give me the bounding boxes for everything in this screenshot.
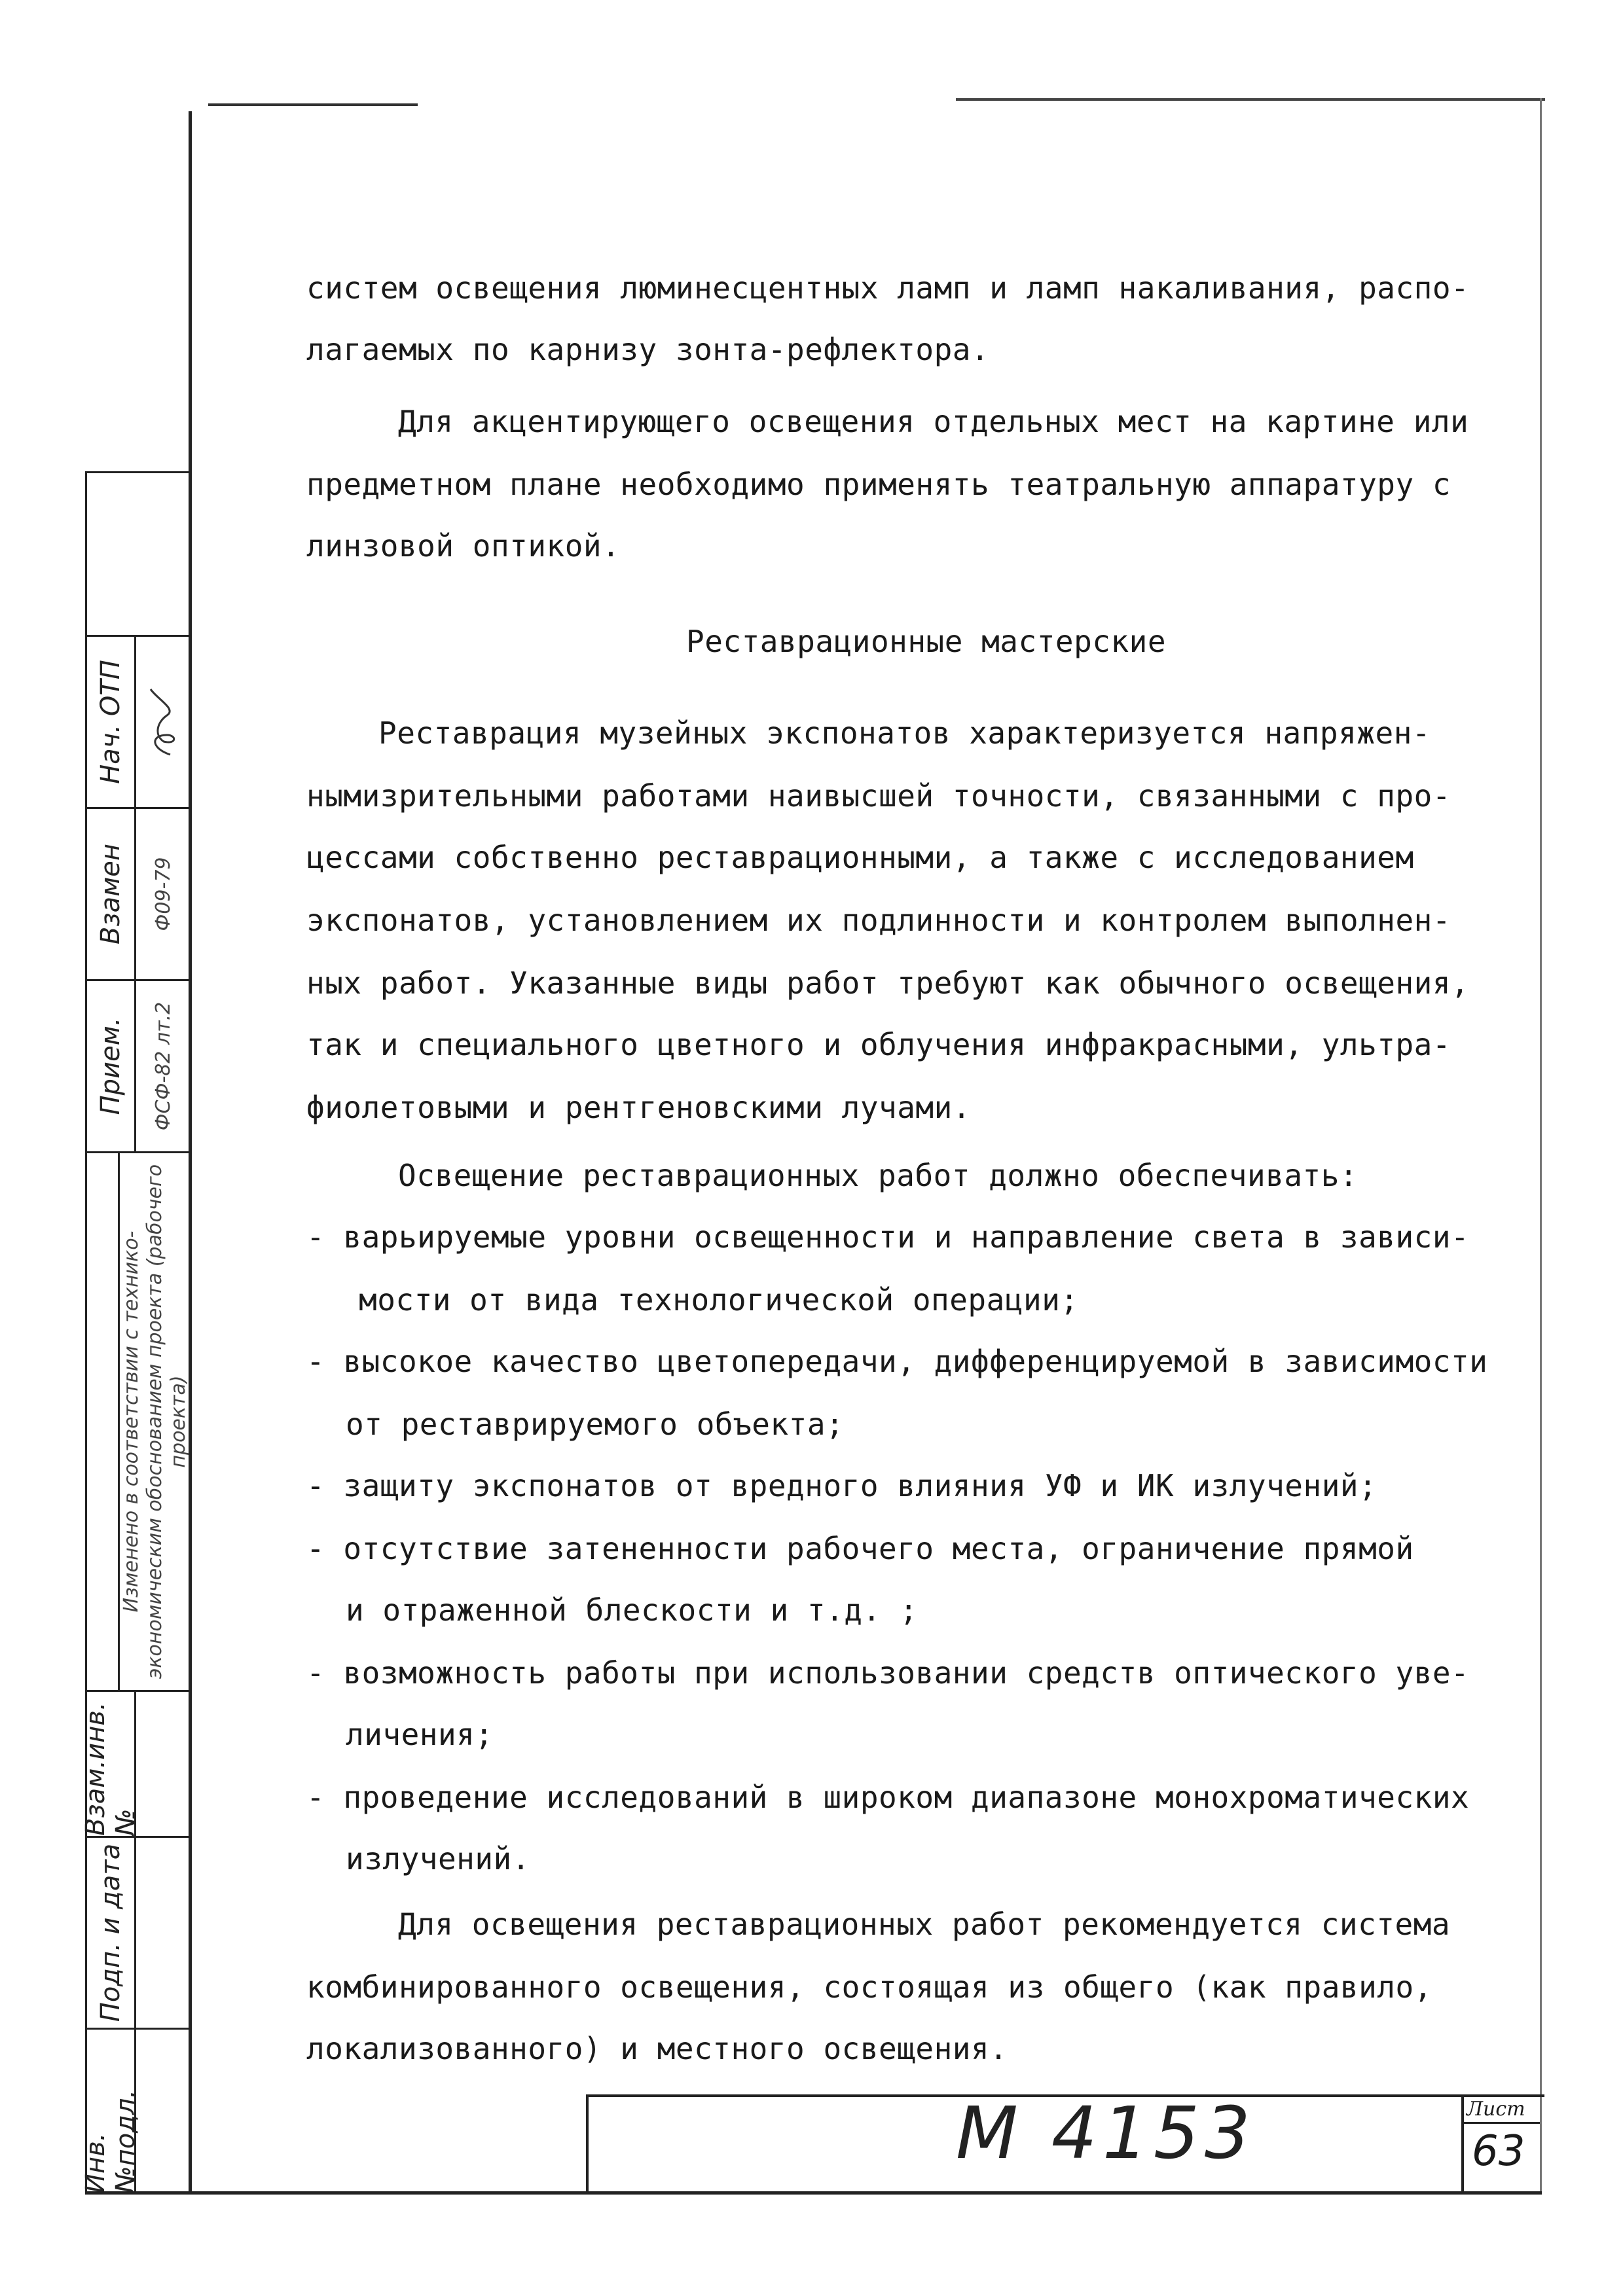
list-item: - проведение исследований в широком диапазоне монохроматических [306, 1780, 1470, 1815]
side-cell-replace-inv [81, 1690, 191, 1836]
document-number: М 4153 [956, 2091, 1256, 2175]
text-line: от реставрируемого объекта; [346, 1407, 845, 1442]
text-line: линзовой оптикой. [306, 528, 621, 564]
frame-top-line-right [956, 98, 1545, 101]
text-line: комбинированного освещения, состоящая из общего (как правило, [306, 1969, 1432, 2005]
side-cell-value: ФСФ-82 лт.2 [151, 1001, 175, 1131]
side-cell-header: Прием. [87, 981, 136, 1151]
list-item: - варьируемые уровни освещенности и направление света в зависи- [306, 1219, 1470, 1255]
side-cell-sign-date [87, 1836, 191, 2028]
side-cell-head-dept [87, 635, 191, 807]
sheet-number: 63 [1472, 2127, 1525, 2176]
side-cell-header: Нач. ОТП [87, 637, 136, 807]
text-line: ных работ. Указанные виды работ требуют как обычного освещения, [306, 965, 1470, 1001]
side-cell-value: Ф09-79 [151, 857, 175, 931]
list-item: - отсутствие затененности рабочего места, ограничение прямой [306, 1531, 1414, 1566]
side-cell-value [136, 1838, 191, 2028]
text-line: мости от вида технологической операции; [359, 1282, 1079, 1318]
text-line: экспонатов, установлением их подлинности и контролем выполнен- [306, 903, 1451, 938]
side-cell-replaces [87, 807, 191, 979]
text-line: предметном плане необходимо применять театральную аппаратуру с [306, 467, 1451, 502]
text-line: излучений. [346, 1841, 530, 1876]
text-line: Освещение реставрационных работ должно обеспечивать: [398, 1158, 1359, 1193]
side-cell-header: Подп. и дата [87, 1838, 136, 2028]
text-line: локализованного) и местного освещения. [306, 2031, 1008, 2066]
sheet-label: Лист [1467, 2098, 1525, 2121]
text-line: Реставрация музейных экспонатов характеризуется напряжен- [378, 715, 1431, 751]
text-line: лагаемых по карнизу зонта-рефлектора. [306, 332, 990, 367]
text-line: фиолетовыми и рентгеновскими лучами. [306, 1090, 971, 1125]
side-cell-accepted [87, 979, 191, 1151]
signature-icon [144, 683, 183, 761]
text-line: Для освещения реставрационных работ рекомендуется система [398, 1907, 1451, 1942]
text-line: и отраженной блескости и т.д. ; [346, 1592, 919, 1628]
text-line: цессами собственно реставрационными, а также с исследованием [306, 840, 1414, 875]
text-line: так и специального цветного и облучения инфракрасными, ультра- [306, 1027, 1451, 1062]
side-cell-inv-no [81, 2028, 191, 2193]
text-line: нымизрительными работами наивысшей точности, связанными с про- [306, 778, 1451, 814]
side-cell-header: Инв.№подл. [87, 2030, 136, 2193]
side-cell-value: Изменено в соответствии с технико-экономическим обоснованием проекта (рабочего проекта) [120, 1164, 190, 1679]
side-cell-header [87, 1153, 120, 1690]
text-line: личения; [346, 1717, 494, 1752]
section-heading: Реставрационные мастерские [686, 624, 1167, 659]
side-cell-value [136, 637, 191, 807]
side-cell-value [136, 2030, 191, 2193]
list-item: - высокое качество цветопередачи, дифференцируемой в зависимости [306, 1344, 1488, 1379]
list-item: - возможность работы при использовании средств оптического уве- [306, 1655, 1470, 1691]
list-item: - защиту экспонатов от вредного влияния УФ и ИК излучений; [306, 1468, 1377, 1503]
frame-top-line-left [208, 103, 418, 106]
side-cell-header: Взам.инв.№ [87, 1692, 136, 1836]
frame-right-line [1540, 98, 1542, 2193]
sheet-divider [1464, 2122, 1540, 2124]
side-cell-header: Взамен [87, 809, 136, 979]
side-cell-value [136, 1692, 191, 1836]
side-stamp-block [81, 471, 191, 2193]
side-cell-change-note [87, 1151, 191, 1690]
text-line: систем освещения люминесцентных ламп и ламп накаливания, распо- [306, 270, 1470, 306]
text-line: Для акцентирующего освещения отдельных мест на картине или [398, 404, 1469, 439]
